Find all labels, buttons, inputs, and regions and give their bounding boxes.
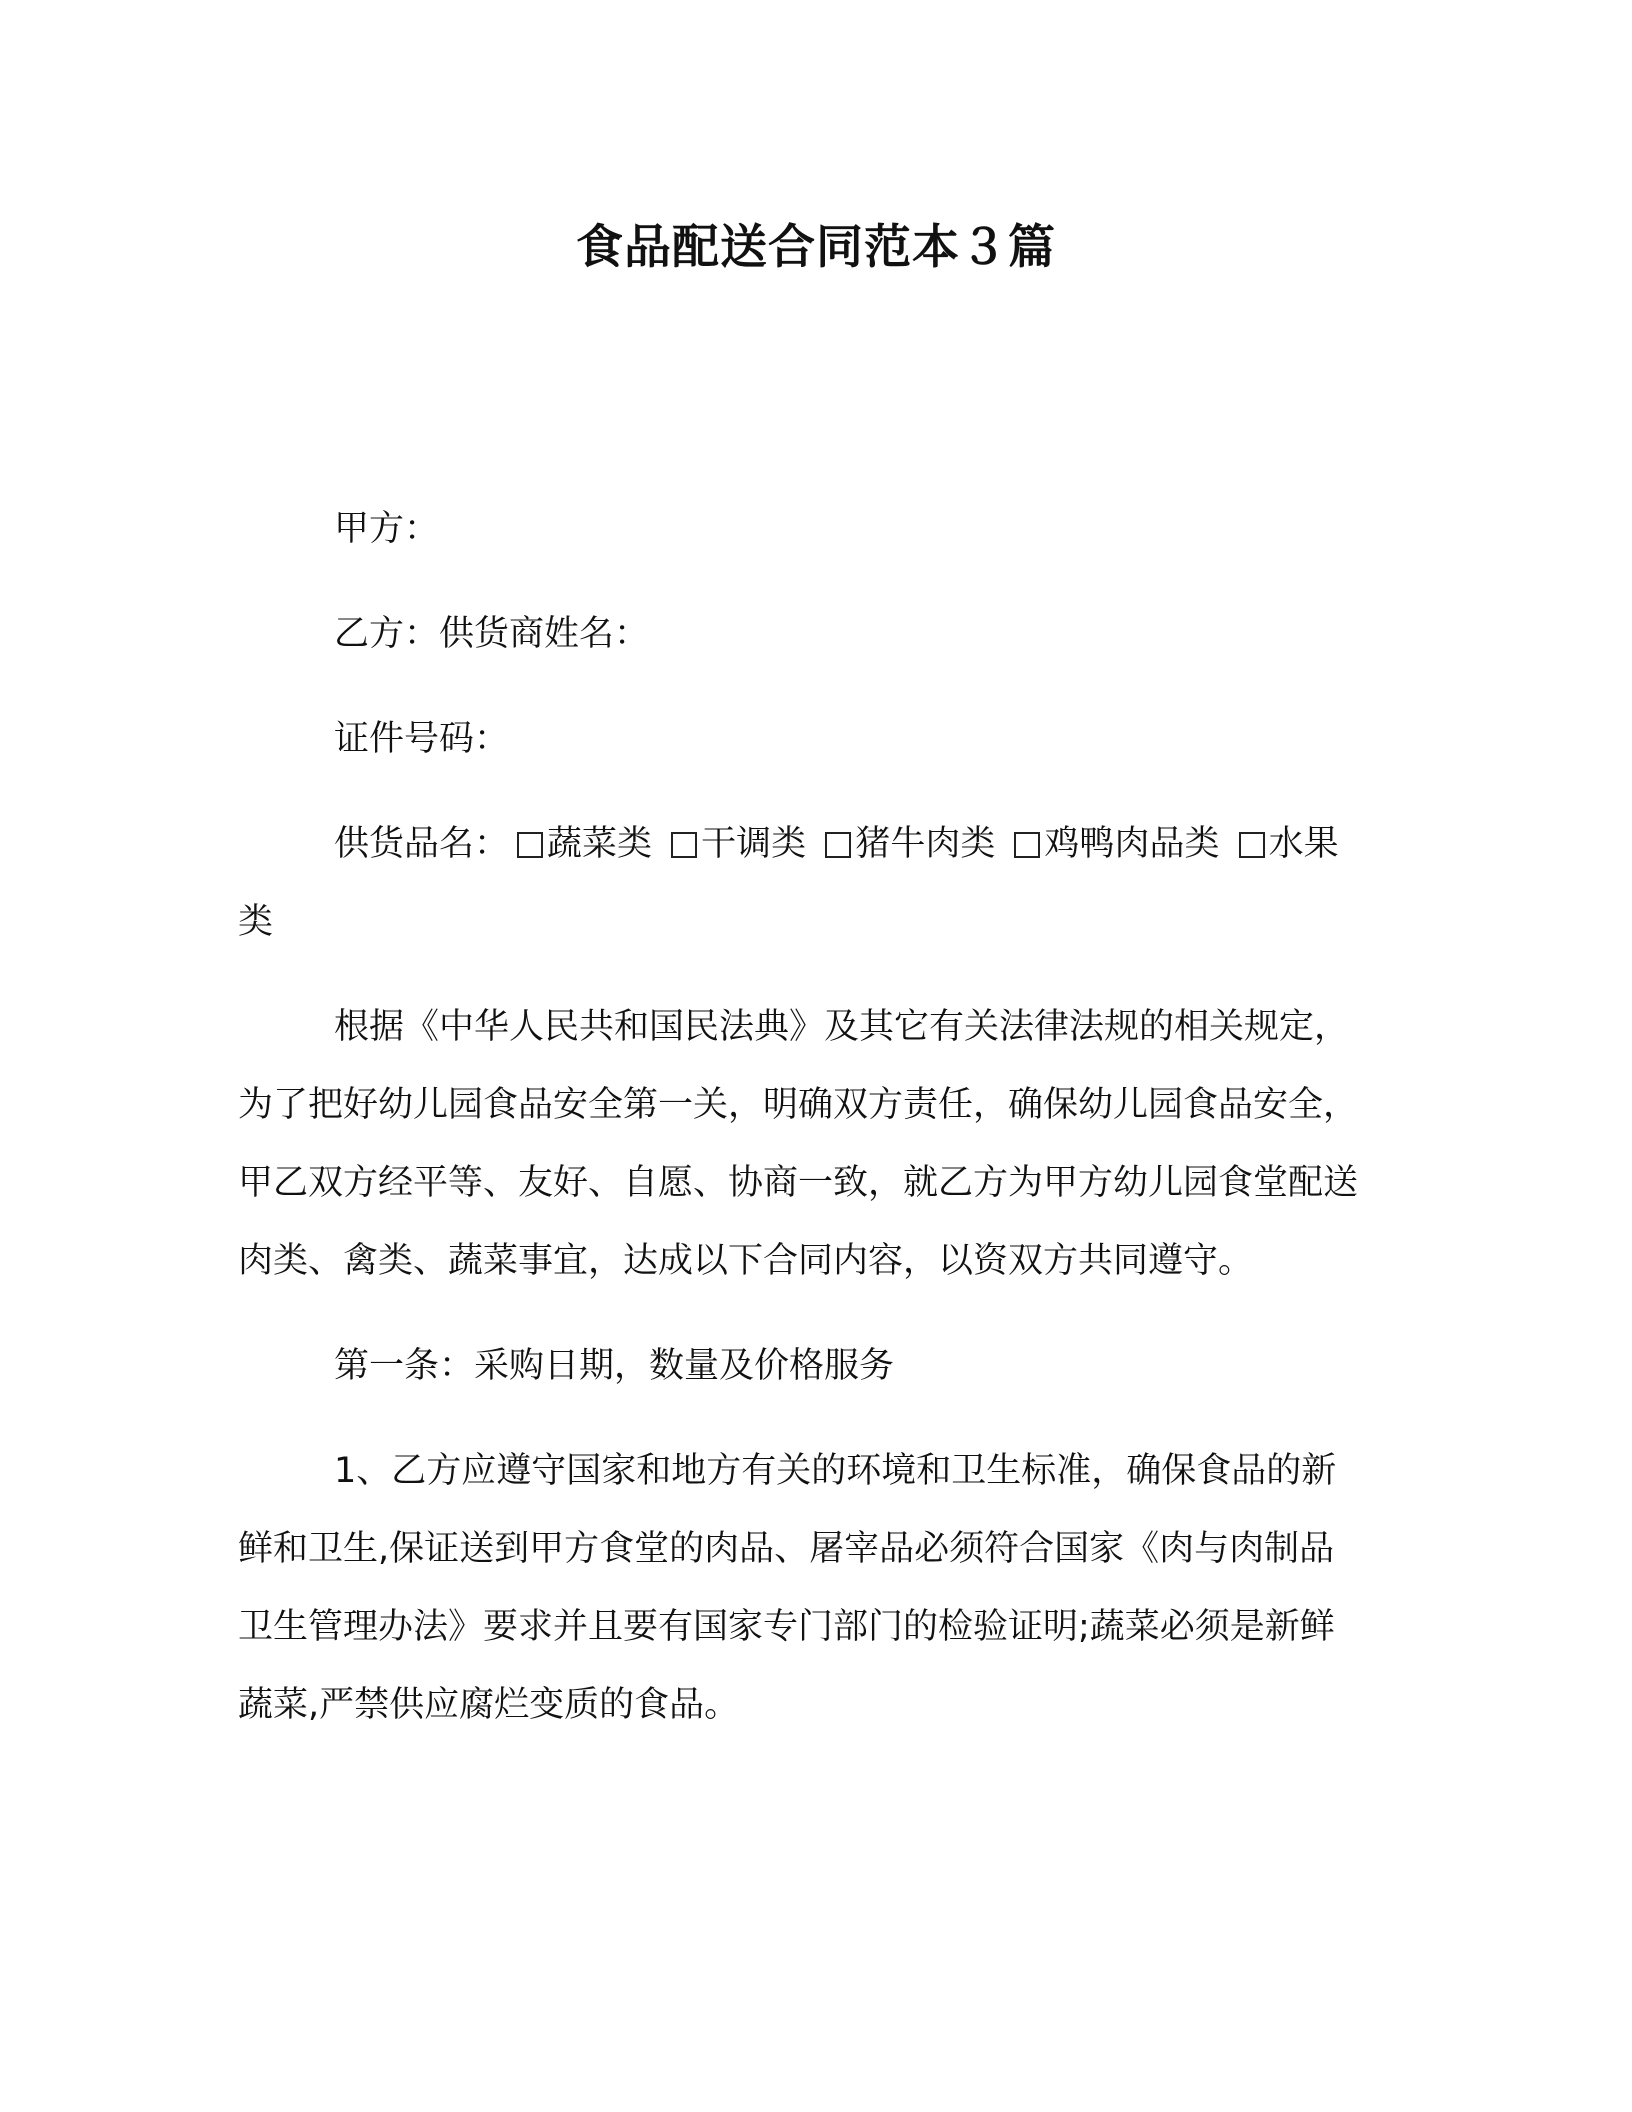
goods-option-label: 鸡鸭肉品类 (1044, 824, 1220, 864)
goods-label: 供货品名： (334, 824, 510, 864)
party-b-line: 乙方：供货商姓名： (334, 614, 650, 654)
article-1-item-1: 1、乙方应遵守国家和地方有关的环境和卫生标准，确保食品的新鲜和卫生,保证送到甲方食堂的肉品、屠宰品必须符合国家《肉与肉制品卫生管理办法》要求并且要有国家专门部门的检验证明;蔬菜必须是新鲜蔬菜,严禁供应腐烂变质的食品。 (238, 1451, 1337, 1725)
goods-option-vegetables[interactable] (509, 824, 652, 864)
checkbox-icon[interactable] (671, 832, 697, 858)
article-1-heading: 第一条：采购日期，数量及价格服务 (334, 1346, 895, 1386)
goods-option-dried-seasonings[interactable] (663, 824, 806, 864)
checkbox-icon[interactable] (1239, 832, 1265, 858)
document-body (238, 490, 1368, 1771)
party-a-line: 甲方： (334, 509, 440, 549)
checkbox-icon[interactable] (517, 832, 543, 858)
preamble-paragraph: 根据《中华人民共和国民法典》及其它有关法律法规的相关规定，为了把好幼儿园食品安全第一关，明确双方责任，确保幼儿园食品安全，甲乙双方经平等、友好、自愿、协商一致，就乙方为甲方幼儿园食堂配送肉类、禽类、蔬菜事宜，达成以下合同内容，以资双方共同遵守。 (238, 1007, 1359, 1281)
id-number-line: 证件号码： (334, 719, 510, 759)
document-title: 食品配送合同范本３篇 (576, 220, 1056, 275)
goods-option-fruit[interactable]: 水果类 (238, 824, 1339, 942)
goods-option-label: 猪牛肉类 (855, 824, 996, 864)
goods-option-label: 干调类 (701, 824, 807, 864)
goods-option-pork-beef[interactable] (817, 824, 995, 864)
checkbox-icon[interactable] (1014, 832, 1040, 858)
goods-option-poultry[interactable] (1006, 824, 1219, 864)
checkbox-icon[interactable] (825, 832, 851, 858)
goods-option-label: 蔬菜类 (547, 824, 653, 864)
goods-line (238, 805, 1368, 961)
